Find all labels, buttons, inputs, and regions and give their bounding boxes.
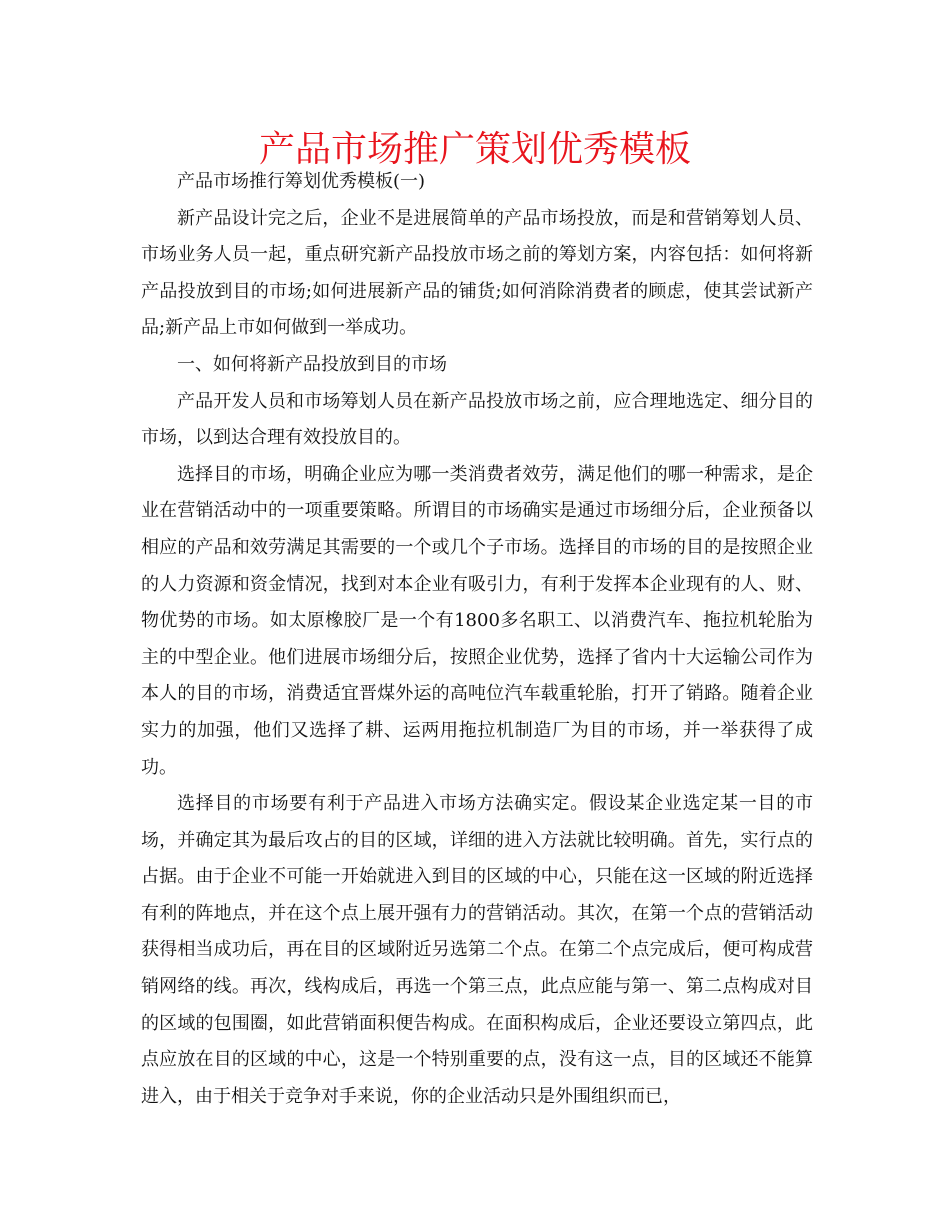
section-heading: 一、如何将新产品投放到目的市场 — [177, 353, 447, 375]
body-paragraph: 选择目的市场要有利于产品进入市场方法确实定。假设某企业选定某一目的市场，并确定其为最后攻占的目的区域，详细的进入方法就比较明确。首先，实行点的占据。由于企业不可能一开始就进入到目的区域的中心，只能在这一区域的附近选择有利的阵地点，并在这个点上展开强有力的营销活动。其次，在第一个点的营销活动获得相当成功后，再在目的区域附近另选第二个点。在第二个点完成后，便可构成营销网络的线。再次，线构成后，再选一个第三点，此点应能与第一、第二点构成对目的区域的包围圈，如此营销面积便告构成。在面积构成后，企业还要设立第四点，此点应放在目的区域的中心，这是一个特别重要的点，没有这一点，目的区域还不能算进入，由于相关于竞争对手来说，你的企业活动只是外围组织而已， — [141, 793, 813, 1107]
document-body — [141, 164, 813, 1115]
intro-paragraph: 新产品设计完之后，企业不是进展简单的产品市场投放，而是和营销筹划人员、市场业务人员一起，重点研究新产品投放市场之前的筹划方案，内容包括：如何将新产品投放到目的市场;如何进展新产品的铺货;如何消除消费者的顾虑，使其尝试新产品;新产品上市如何做到一举成功。 — [141, 207, 813, 339]
body-paragraph: 产品开发人员和市场筹划人员在新产品投放市场之前，应合理地选定、细分目的市场，以到达合理有效投放目的。 — [141, 390, 813, 449]
document-title: 产品市场推广策划优秀模板 — [258, 129, 691, 170]
body-paragraph: 选择目的市场，明确企业应为哪一类消费者效劳，满足他们的哪一种需求，是企业在营销活动中的一项重要策略。所谓目的市场确实是通过市场细分后，企业预备以相应的产品和效劳满足其需要的一个或几个子市场。选择目的市场的目的是按照企业的人力资源和资金情况，找到对本企业有吸引力，有利于发挥本企业现有的人、财、物优势的市场。如太原橡胶厂是一个有1800多名职工、以消费汽车、拖拉机轮胎为主的中型企业。他们进展市场细分后，按照企业优势，选择了省内十大运输公司作为本人的目的市场，消费适宜晋煤外运的高吨位汽车载重轮胎，打开了销路。随着企业实力的加强，他们又选择了耕、运两用拖拉机制造厂为目的市场，并一举获得了成功。 — [141, 463, 813, 778]
subtitle-paragraph: 产品市场推行筹划优秀模板(一) — [177, 171, 426, 192]
